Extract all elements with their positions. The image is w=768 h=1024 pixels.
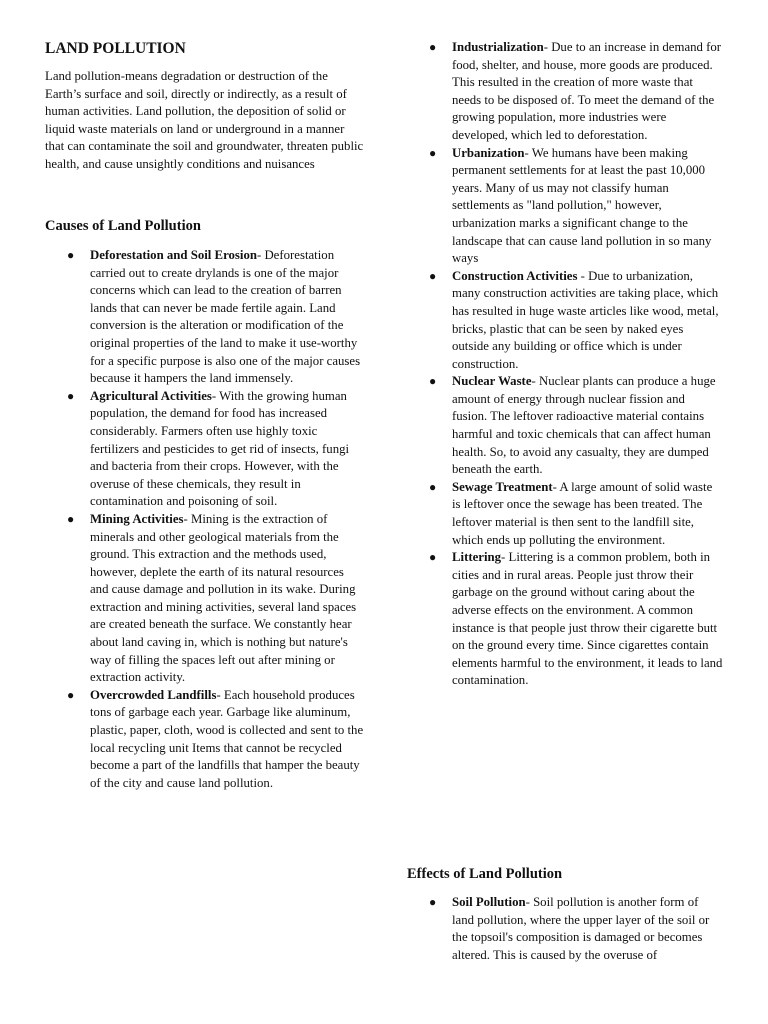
list-item: [45, 511, 365, 687]
bullet-icon: ●: [67, 248, 75, 262]
bullet-icon: ●: [67, 687, 75, 702]
list-item: [407, 145, 723, 268]
item-text: - We humans have been making permanent settlements for at least the past 10,000 years. Many of us may not classify human settlements as "land pollution," however, urbanization marks a significant change to the landscape that can cause land pollution in so many ways: [452, 145, 712, 266]
item-term: Industrialization: [452, 40, 544, 54]
list-item: [407, 39, 723, 145]
item-text: - Littering is a common problem, both in cities and in rural areas. People just throw their garbage on the ground without caring about the adverse effects on the environment. A common instance is that people just throw their cigarette butt on the ground every time. Since cigarettes contain elements harmful to the environment, it leads to land contamination.: [452, 550, 723, 688]
list-item: [45, 687, 365, 793]
item-text: - Soil pollution is another form of land pollution, where the upper layer of the soil or the topsoil's composition is damaged or becomes altered. This is caused by the overuse of: [452, 895, 710, 962]
item-term: Sewage Treatment: [452, 479, 553, 494]
item-term: Overcrowded Landfills: [90, 687, 217, 702]
item-term: Urbanization: [452, 145, 525, 160]
causes-list-left: [45, 247, 365, 792]
item-term: Littering: [452, 550, 502, 565]
effects-heading: Effects of Land Pollution: [407, 866, 563, 882]
bullet-icon: ●: [429, 550, 437, 565]
bullet-icon: ●: [67, 511, 75, 526]
bullet-icon: ●: [429, 479, 437, 494]
item-term: Nuclear Waste: [452, 374, 532, 389]
list-item: [45, 388, 365, 511]
intro-paragraph: Land pollution-means degradation or destruction of the Earth’s surface and soil, directly or indirectly, as a result of human activities. Land pollution, the deposition of solid or liquid waste materials on land or underground in a manner that can contaminate the soil and groundwater, threaten public health, and cause unsightly conditions and nuisances: [45, 69, 364, 171]
item-text: - Due to an increase in demand for food, shelter, and house, more goods are produced. This resulted in the creation of more waste that needs to be disposed of. To meet the demand of the growing population, more industries were developed, which led to deforestation.: [452, 40, 722, 142]
item-term: Soil Pollution: [452, 895, 526, 909]
item-term: Agricultural Activities: [90, 388, 212, 403]
item-text: - Each household produces tons of garbage each year. Garbage like aluminum, plastic, paper, cloth, wood is collected and sent to the local recycling unit Items that cannot be recycled become a part of the landfills that hamper the beauty of the city and cause land pollution.: [90, 687, 364, 790]
bullet-icon: ●: [429, 145, 437, 160]
document-title: LAND POLLUTION: [45, 40, 186, 57]
item-term: Construction Activities: [452, 268, 578, 283]
list-item: [407, 373, 723, 479]
item-text: - Deforestation carried out to create drylands is one of the major concerns which can lead to the creation of barren lands that can never be made fertile again. Land conversion is the alteration or modification of the original properties of the land to make it use-worthy for a specific purpose is also one of the major causes because it hampers the land immensely.: [90, 248, 361, 386]
causes-heading: Causes of Land Pollution: [45, 218, 201, 234]
item-text: - Mining is the extraction of minerals and other geological materials from the ground. This extraction and the methods used, however, deplete the earth of its natural resources and cause damage and pollution in its wake. During extraction and mining activities, several land spaces are created beneath the surface. We constantly hear about land caving in, which is nothing but nature's way of filling the spaces left out after mining or extraction activity.: [90, 511, 357, 685]
bullet-icon: ●: [429, 895, 437, 909]
item-text: - A large amount of solid waste is leftover once the sewage has been treated. The leftover material is then sent to the landfill site, which ends up polluting the environment.: [452, 479, 713, 547]
item-text: - Due to urbanization, many construction activities are taking place, which has resulted in huge waste articles like wood, metal, bricks, plastic that can be seen by naked eyes outside any building or office which is under construction.: [452, 268, 719, 371]
list-item: [407, 894, 723, 964]
bullet-icon: ●: [429, 40, 437, 54]
list-item: [407, 268, 723, 374]
item-term: Mining Activities: [90, 511, 184, 526]
bullet-icon: ●: [429, 268, 437, 283]
effects-list: [407, 894, 723, 964]
item-text: - Nuclear plants can produce a huge amount of energy through nuclear fission and fusion. The leftover radioactive material contains harmful and toxic chemicals that can affect human health. So, to avoid any casualty, they are dumped beneath the earth.: [452, 374, 716, 477]
list-item: [45, 247, 365, 388]
item-text: - With the growing human population, the demand for food has increased considerably. Farmers often use highly toxic fertilizers and pesticides to get rid of insects, fungi and bacteria from their crops. However, with the overuse of these chemicals, they result in contamination and poisoning of soil.: [90, 388, 350, 509]
causes-list-right: [407, 39, 723, 690]
bullet-icon: ●: [67, 388, 75, 403]
item-term: Deforestation and Soil Erosion: [90, 248, 257, 262]
list-item: [407, 549, 723, 690]
bullet-icon: ●: [429, 374, 437, 389]
list-item: [407, 479, 723, 549]
